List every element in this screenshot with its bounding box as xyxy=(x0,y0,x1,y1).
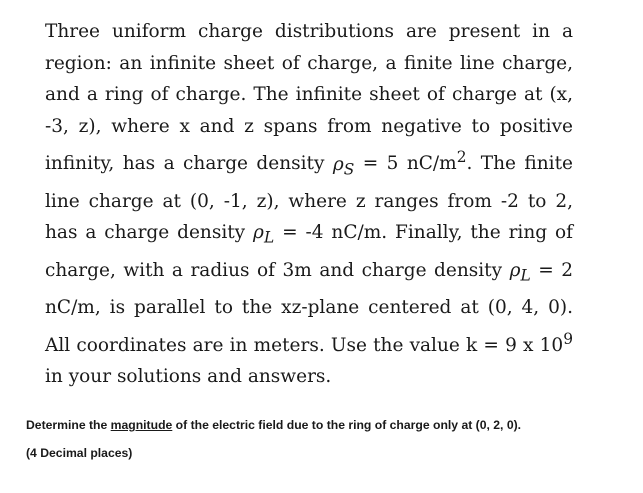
exponent: 9 xyxy=(563,329,573,348)
problem-paragraph xyxy=(45,16,573,393)
problem-text: . The finite line charge at (0, -1, z), where z ranges from -2 to 2, has a charge density xyxy=(45,153,573,244)
ring-charge-density-symbol: $\rho_L$ xyxy=(509,259,531,285)
problem-text: = 2 nC/m, is parallel to the xz-plane centered at (0, 4, 0). All coordinates are in meters. Use the value k = 9 x 10 xyxy=(45,259,573,356)
question-text: Determine the magnitude of the electric field due to the ring of charge only at (0, 2, 0). xyxy=(26,418,522,432)
question-block xyxy=(26,417,626,461)
emphasis-magnitude: magnitude xyxy=(110,418,173,432)
exponent: 2 xyxy=(456,148,467,167)
precision-hint: (4 Decimal places) xyxy=(26,446,133,460)
line-charge-density-symbol: $\rho_L$ xyxy=(253,222,275,248)
problem-text: in your solutions and answers. xyxy=(45,366,332,388)
surface-charge-density-symbol: $\rho_S$ xyxy=(332,153,355,179)
problem-text: = 5 nC/m xyxy=(354,153,457,175)
problem-statement xyxy=(45,16,573,393)
problem-text: Three uniform charge distributions are present in a region: an infinite sheet of charge, a finite line charge, and a ring of charge. The infinite sheet of charge at (x, -3, z), where x and z spans from negative to positive infinity, has a charge density xyxy=(45,21,573,175)
problem-text: = -4 nC/m. Finally, the ring of charge, with a radius of 3m and charge density xyxy=(45,222,573,281)
